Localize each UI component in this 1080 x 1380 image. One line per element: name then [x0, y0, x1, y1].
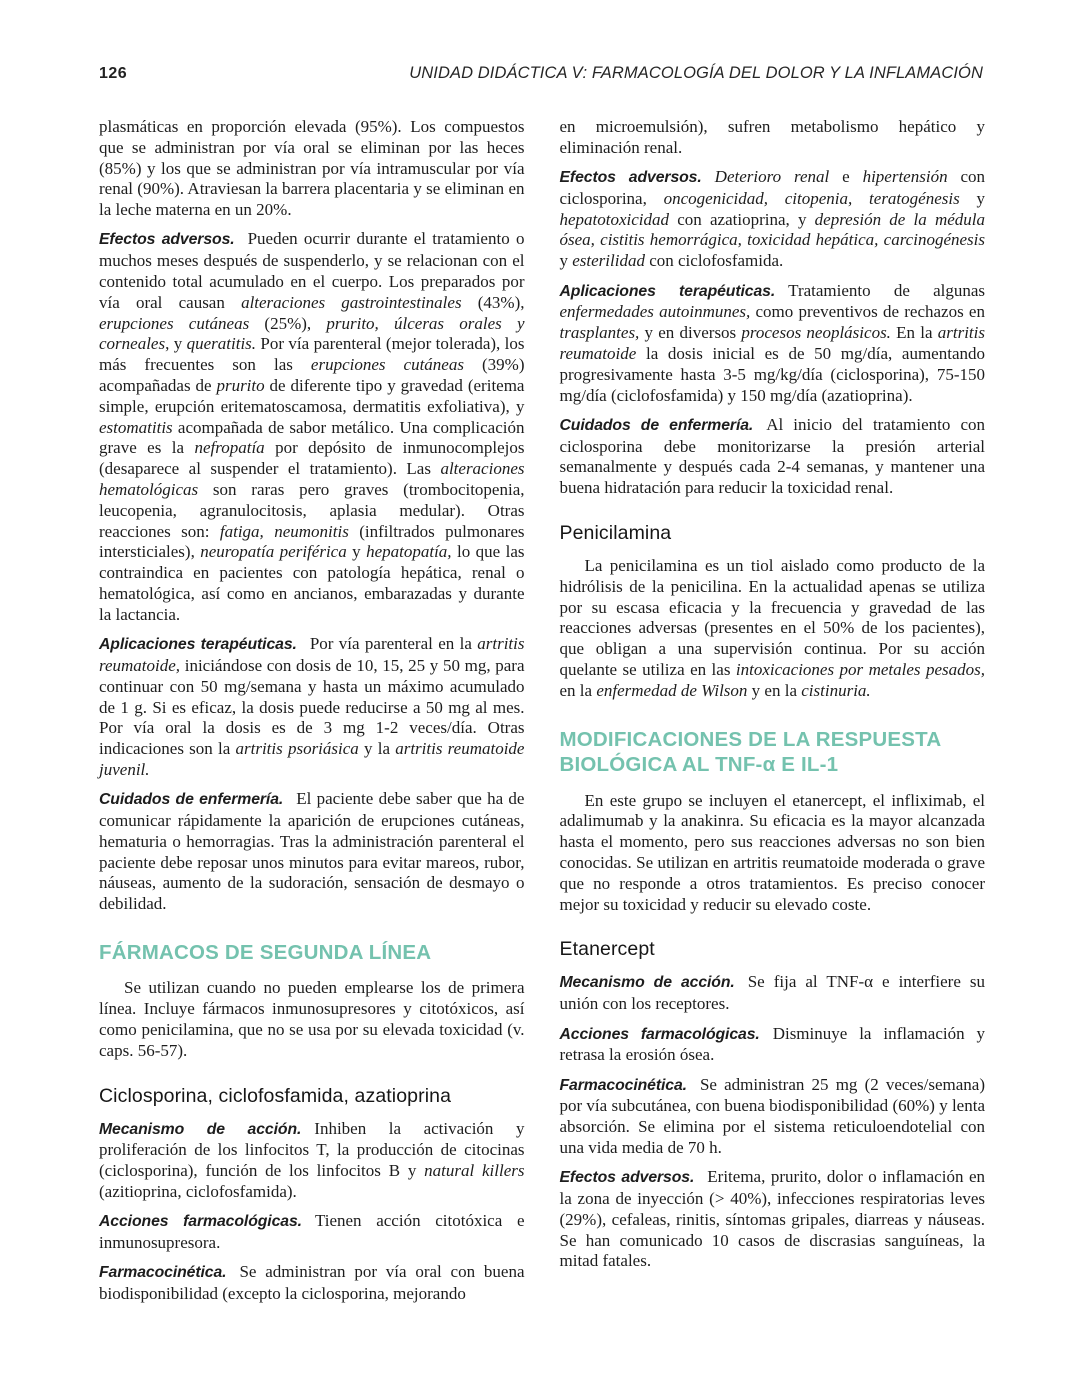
italic-phrase: artritis reumatoide juvenil. — [99, 739, 525, 779]
paragraph: Farmacocinética. Se administran por vía oral con buena biodisponibilidad (excepto la ciclosporina, mejorando — [99, 1262, 525, 1304]
run-in-label: Efectos adversos. — [559, 1169, 695, 1187]
italic-phrase: intoxicaciones por metales pesados, — [735, 660, 985, 680]
paragraph: Cuidados de enfermería. Al inicio del tratamiento con ciclosporina debe monitorizarse la presión arterial semanalmente y después cada 2-4 semanas, y mantener una buena hidratación para reducir la toxicidad renal. — [559, 414, 985, 498]
run-in-label: Aplicaciones terapéuticas. — [559, 282, 776, 300]
italic-phrase: artritis reumatoide — [559, 323, 985, 363]
run-in-label: Mecanismo de acción. — [559, 974, 735, 992]
italic-phrase: depresión de la médula ósea, cistitis hemorrágica, toxicidad hepática, carcinogénesis — [559, 209, 985, 250]
page-number: 126 — [99, 65, 128, 82]
paragraph: Acciones farmacológicas. Tienen acción citotóxica e inmunosupresora. — [99, 1211, 525, 1253]
paragraph: Mecanismo de acción. Se fija al TNF-α e interfiere su unión con los receptores. — [559, 972, 985, 1014]
paragraph: Aplicaciones terapéuticas. Por vía parenteral en la artritis reumatoide, iniciándose con dosis de 10, 15, 25 y 50 mg, para continuar con 50 mg/semana y hasta un máximo acumulado de 1 g. Si es eficaz, la dosis puede reducirse a 50 mg al mes. Por vía oral la dosis es de 3 mg 1-2 veces/día. Otras indicaciones son la artritis psoriásica y la artritis reumatoide juvenil. — [99, 634, 525, 779]
paragraph: En este grupo se incluyen el etanercept, el infliximab, el adalimumab y la anakinra. Su eficacia es la mayor alcanzada hasta el momento, pero sus reacciones adversas no son bien conocidas. Se utilizan en artritis reumatoide moderada o grave que no responde a otros tratamientos. Es preciso conocer mejor su toxicidad y reducir su elevado coste. — [559, 790, 985, 914]
italic-phrase: enfermedades autoinmunes, — [559, 302, 751, 322]
italic-phrase: Deterioro renal — [714, 167, 830, 187]
italic-phrase: hepatotoxicidad — [559, 209, 670, 229]
run-in-label: Cuidados de enfermería. — [99, 791, 284, 809]
italic-phrase: enfermedad de Wilson — [596, 680, 748, 700]
paragraph: Efectos adversos. Eritema, prurito, dolor o inflamación en la zona de inyección (> 40%), infecciones respiratorias leves (29%), cefaleas, rinitis, síntomas gripales, diarreas y náuseas. Se han comunicado 10 casos de discrasias sanguíneas, la mitad fatales. — [559, 1167, 986, 1271]
italic-phrase: alteraciones hematológicas — [99, 459, 525, 500]
page-header — [0, 0, 1080, 83]
run-in-label: Acciones farmacológicas. — [99, 1213, 302, 1231]
paragraph: plasmáticas en proporción elevada (95%). Los compuestos que se administran por vía oral se eliminan por las heces (85%) y los que se administran por vía intramuscular por vía renal (90%). Atraviesan la barrera placentaria y se eliminan en la leche materna en un 20%. — [99, 117, 525, 220]
running-title: UNIDAD DIDÁCTICA V: FARMACOLOGÍA DEL DOLOR Y LA INFLAMACIÓN — [409, 64, 983, 82]
paragraph: Acciones farmacológicas. Disminuye la inflamación y retrasa la erosión ósea. — [559, 1023, 985, 1065]
italic-phrase: hepatopatía, — [366, 542, 452, 562]
italic-phrase: erupciones cutáneas — [310, 355, 464, 375]
left-column — [99, 117, 525, 1314]
italic-phrase: queratitis. — [186, 334, 257, 354]
italic-phrase: artritis psoriásica — [235, 739, 359, 759]
paragraph: Farmacocinética. Se administran 25 mg (2 veces/semana) por vía subcutánea, con buena biodisponibilidad (60%) y lenta absorción. Se elimina por el sistema reticuloendotelial con una vida media de 70 h. — [559, 1074, 985, 1157]
italic-phrase: prurito — [216, 376, 265, 396]
paragraph: Efectos adversos. Deterioro renal e hipertensión con ciclosporina, oncogenicidad, citopenia, teratogénesis y hepatotoxicidad con azatioprina, y depresión de la médula ósea, cistitis hemorrágica, toxicidad hepática, carcinogénesis y esterilidad con ciclofosfamida. — [559, 167, 986, 271]
run-in-label: Acciones farmacológicas. — [559, 1025, 760, 1043]
subsection-heading: Penicilamina — [559, 522, 672, 545]
italic-phrase: trasplantes, — [559, 323, 640, 343]
italic-phrase: artritis reumatoide, — [99, 634, 525, 675]
italic-phrase: prurito, úlceras orales y corneales — [99, 313, 525, 354]
subsection-heading: Etanercept — [559, 938, 655, 961]
italic-phrase: alteraciones gastrointestinales — [241, 292, 462, 312]
run-in-label: Aplicaciones terapéuticas. — [99, 636, 297, 654]
italic-phrase: esterilidad — [572, 251, 645, 271]
content-columns — [0, 83, 1080, 1314]
paragraph: en microemulsión), sufren metabolismo hepático y eliminación renal. — [559, 117, 985, 157]
run-in-label: Cuidados de enfermería. — [559, 416, 754, 434]
italic-phrase: erupciones cutáneas — [99, 313, 250, 333]
italic-phrase: fatiga, neumonitis — [219, 521, 349, 541]
run-in-label: Efectos adversos. — [99, 231, 235, 249]
subsection-heading: Ciclosporina, ciclofosfamida, azatioprina — [99, 1084, 452, 1107]
italic-phrase: nefropatía — [194, 438, 265, 458]
italic-phrase: estomatitis — [99, 417, 173, 437]
run-in-label: Efectos adversos. — [559, 169, 702, 187]
paragraph: Mecanismo de acción. Inhiben la activación y proliferación de los linfocitos T, la producción de citocinas (ciclosporina), función de los linfocitos B y natural killers (azitioprina, ciclofosfamida). — [99, 1118, 525, 1202]
italic-phrase: oncogenicidad, citopenia, teratogénesis — [663, 188, 960, 208]
paragraph: La penicilamina es un tiol aislado como producto de la hidrólisis de la penicilina. En la actualidad apenas se utiliza por su escasa eficacia y la frecuencia y gravedad de las reacciones adversas (presentes en el 50% de los pacientes), que obligan a una supervisión continua. Por su acción quelante se utiliza en las intoxicaciones por metales pesados, en la enfermedad de Wilson y en la cistinuria. — [559, 556, 985, 700]
italic-phrase: procesos neoplásicos. — [741, 323, 891, 343]
run-in-label: Farmacocinética. — [559, 1076, 687, 1094]
right-column — [560, 117, 986, 1314]
paragraph: Se utilizan cuando no pueden emplearse los de primera línea. Incluye fármacos inmunosupresores y citotóxicos, así como penicilamina, que no se usa por su elevada toxicidad (v. caps. 56-57). — [99, 978, 525, 1060]
paragraph: Cuidados de enfermería. El paciente debe saber que ha de comunicar rápidamente la aparición de erupciones cutáneas, hematuria o hemorragias. Tras la administración parenteral el paciente debe reposar unos minutos para evitar mareos, rubor, náuseas, aumento de la sudoración, sensación de desmayo o debilidad. — [99, 789, 525, 914]
run-in-label: Mecanismo de acción. — [99, 1120, 302, 1138]
italic-phrase: neuropatía periférica — [200, 542, 347, 562]
section-heading: FÁRMACOS DE SEGUNDA LÍNEA — [99, 940, 432, 964]
italic-phrase: natural killers — [424, 1161, 525, 1181]
run-in-label: Farmacocinética. — [99, 1264, 227, 1282]
paragraph: Aplicaciones terapéuticas. Tratamiento de algunas enfermedades autoinmunes, como preventivos de rechazos en trasplantes, y en diversos procesos neoplásicos. En la artritis reumatoide la dosis inicial es de 50 mg/día, aumentando progresivamente hasta 3-5 mg/kg/día (ciclosporina), 75-150 mg/día (ciclofosfamida) y 150 mg/día (azatioprina). — [559, 280, 986, 405]
paragraph: Efectos adversos. Pueden ocurrir durante el tratamiento o muchos meses después de suspenderlo, y se relacionan con el contenido total acumulado en el cuerpo. Los preparados por vía oral causan alteraciones gastrointestinales (43%), erupciones cutáneas (25%), prurito, úlceras orales y corneales, y queratitis. Por vía parenteral (mejor tolerada), los más frecuentes son las erupciones cutáneas (39%) acompañadas de prurito de diferente tipo y gravedad (eritema simple, erupción eritematoscamosa, dermatitis exfoliativa), y estomatitis acompañada de sabor metálico. Una complicación grave es la nefropatía por depósito de inmunocomplejos (desaparece al suspender el tratamiento). Las alteraciones hematológicas son raras pero graves (trombocitopenia, leucopenia, agranulocitosis, aplasia medular). Otras reacciones son: fatiga, neumonitis (infiltrados pulmonares intersticiales), neuropatía periférica y hepatopatía, lo que las contraindica en pacientes con patología hepática, renal o hematológica, así como en ancianos, embarazadas y durante la lactancia. — [99, 229, 525, 624]
italic-phrase: cistinuria. — [801, 680, 871, 700]
italic-phrase: hipertensión — [862, 167, 948, 187]
section-heading: MODIFICACIONES DE LA RESPUESTA BIOLÓGICA AL TNF-α E IL-1 — [559, 727, 942, 777]
